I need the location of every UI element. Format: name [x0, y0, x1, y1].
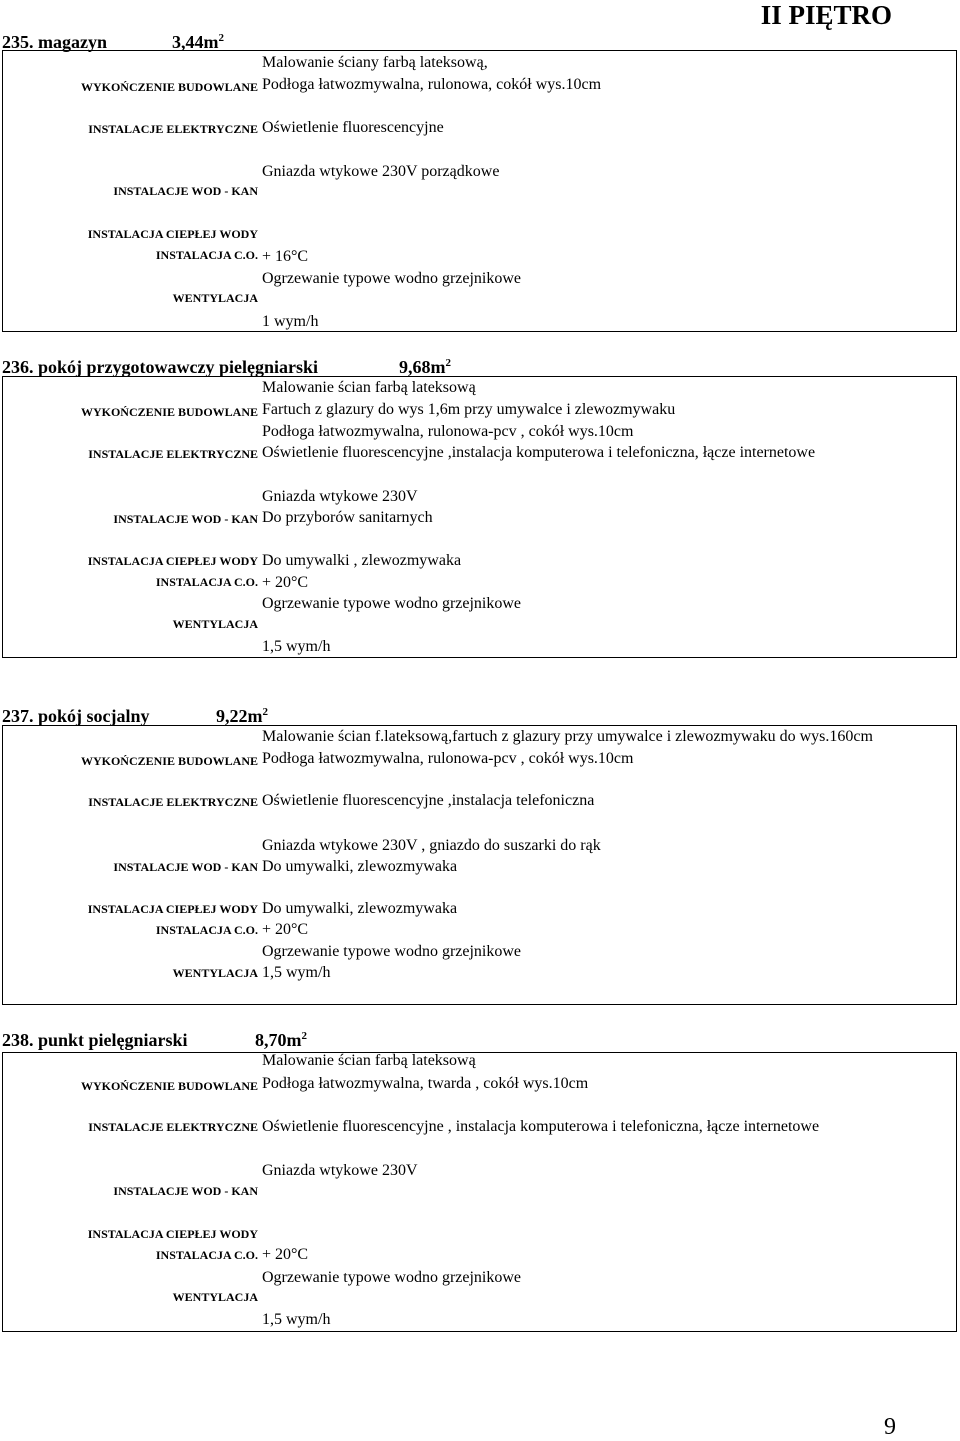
room-area: $3,44m^2$ — [172, 32, 224, 52]
spec-value: + 20°C — [262, 1246, 309, 1263]
label-wentylacja: WENTYLACJA — [172, 617, 258, 631]
label-cieplej: INSTALACJA CIEPŁEJ WODY — [87, 1227, 258, 1241]
label-elektryczne: INSTALACJE ELEKTRYCZNE — [88, 1120, 258, 1134]
spec-value: + 16°C — [262, 248, 309, 265]
spec-value: Podłoga łatwozmywalna, rulonowa, cokół wys.10cm — [262, 76, 602, 93]
spec-value: Malowanie ścian farbą lateksową — [262, 379, 476, 396]
page-number: 9 — [884, 1414, 896, 1440]
spec-value: Gniazda wtykowe 230V , gniazdo do suszarki do rąk — [262, 837, 601, 854]
label-co: INSTALACJA C.O. — [155, 1248, 258, 1262]
room-area: $9,68m^2$ — [399, 357, 451, 377]
floor-title: II PIĘTRO — [760, 0, 892, 30]
room-name: pokój socjalny — [38, 706, 150, 726]
room-header-236 — [2, 357, 451, 378]
room-number: 238. — [2, 1030, 34, 1050]
room-number: 237. — [2, 706, 34, 726]
spec-value: Podłoga łatwozmywalna, twarda , cokół wys.10cm — [262, 1075, 589, 1092]
label-wentylacja: WENTYLACJA — [172, 291, 258, 305]
spec-value: Gniazda wtykowe 230V — [262, 1162, 418, 1179]
room-header-237 — [2, 706, 268, 727]
spec-value: 1,5 wym/h — [262, 1311, 331, 1328]
label-co: INSTALACJA C.O. — [155, 575, 258, 589]
spec-value: Oświetlenie fluorescencyjne ,instalacja telefoniczna — [262, 792, 595, 809]
label-elektryczne: INSTALACJE ELEKTRYCZNE — [88, 795, 258, 809]
spec-value: Oświetlenie fluorescencyjne ,instalacja komputerowa i telefoniczna, łącze internetowe — [262, 444, 816, 461]
spec-value: Do umywalki, zlewozmywaka — [262, 858, 458, 875]
spec-value: Malowanie ściany farbą lateksową, — [262, 54, 488, 71]
room-area: $9,22m^2$ — [216, 706, 268, 726]
spec-value: Malowanie ścian farbą lateksową — [262, 1052, 476, 1069]
label-cieplej: INSTALACJA CIEPŁEJ WODY — [87, 227, 258, 241]
spec-value: Malowanie ścian f.lateksową,fartuch z glazury przy umywalce i zlewozmywaku do wys.160cm — [262, 728, 873, 745]
label-co: INSTALACJA C.O. — [155, 248, 258, 262]
label-wodkan: INSTALACJE WOD - KAN — [113, 860, 258, 874]
label-wykonczenie: WYKOŃCZENIE BUDOWLANE — [80, 754, 258, 768]
spec-value: Do umywalki, zlewozmywaka — [262, 900, 458, 917]
spec-value: Ogrzewanie typowe wodno grzejnikowe — [262, 595, 522, 612]
spec-value: Do umywalki , zlewozmywaka — [262, 552, 462, 569]
spec-value: Fartuch z glazury do wys 1,6m przy umywalce i zlewozmywaku — [262, 401, 676, 418]
label-wodkan: INSTALACJE WOD - KAN — [113, 512, 258, 526]
label-wodkan: INSTALACJE WOD - KAN — [113, 184, 258, 198]
label-co: INSTALACJA C.O. — [155, 923, 258, 937]
spec-value: Do przyborów sanitarnych — [262, 509, 433, 526]
room-name: punkt pielęgniarski — [38, 1030, 188, 1050]
label-wodkan: INSTALACJE WOD - KAN — [113, 1184, 258, 1198]
room-name: magazyn — [38, 32, 107, 52]
room-area: $8,70m^2$ — [255, 1030, 307, 1050]
room-header-238 — [2, 1030, 307, 1051]
label-wykonczenie: WYKOŃCZENIE BUDOWLANE — [80, 1079, 258, 1093]
spec-value: Oświetlenie fluorescencyjne — [262, 119, 444, 136]
spec-value: + 20°C — [262, 921, 309, 938]
spec-value: Ogrzewanie typowe wodno grzejnikowe — [262, 943, 522, 960]
spec-value: Oświetlenie fluorescencyjne , instalacja komputerowa i telefoniczna, łącze internetowe — [262, 1118, 820, 1135]
spec-value: Gniazda wtykowe 230V — [262, 488, 418, 505]
label-wykonczenie: WYKOŃCZENIE BUDOWLANE — [80, 80, 258, 94]
room-number: 235. — [2, 32, 34, 52]
spec-value: Podłoga łatwozmywalna, rulonowa-pcv , cokół wys.10cm — [262, 423, 634, 440]
label-cieplej: INSTALACJA CIEPŁEJ WODY — [87, 554, 258, 568]
spec-value: 1,5 wym/h — [262, 964, 331, 981]
label-wykonczenie: WYKOŃCZENIE BUDOWLANE — [80, 405, 258, 419]
label-wentylacja: WENTYLACJA — [172, 966, 258, 980]
spec-value: Ogrzewanie typowe wodno grzejnikowe — [262, 1269, 522, 1286]
spec-value: 1,5 wym/h — [262, 638, 331, 655]
label-elektryczne: INSTALACJE ELEKTRYCZNE — [88, 447, 258, 461]
label-wentylacja: WENTYLACJA — [172, 1290, 258, 1304]
spec-value: Ogrzewanie typowe wodno grzejnikowe — [262, 270, 522, 287]
room-name: pokój przygotowawczy pielęgniarski — [38, 357, 318, 377]
spec-value: Gniazda wtykowe 230V porządkowe — [262, 163, 500, 180]
spec-value: 1 wym/h — [262, 313, 319, 330]
label-elektryczne: INSTALACJE ELEKTRYCZNE — [88, 122, 258, 136]
spec-value: + 20°C — [262, 574, 309, 591]
label-cieplej: INSTALACJA CIEPŁEJ WODY — [87, 902, 258, 916]
room-number: 236. — [2, 357, 34, 377]
spec-value: Podłoga łatwozmywalna, rulonowa-pcv , cokół wys.10cm — [262, 750, 634, 767]
